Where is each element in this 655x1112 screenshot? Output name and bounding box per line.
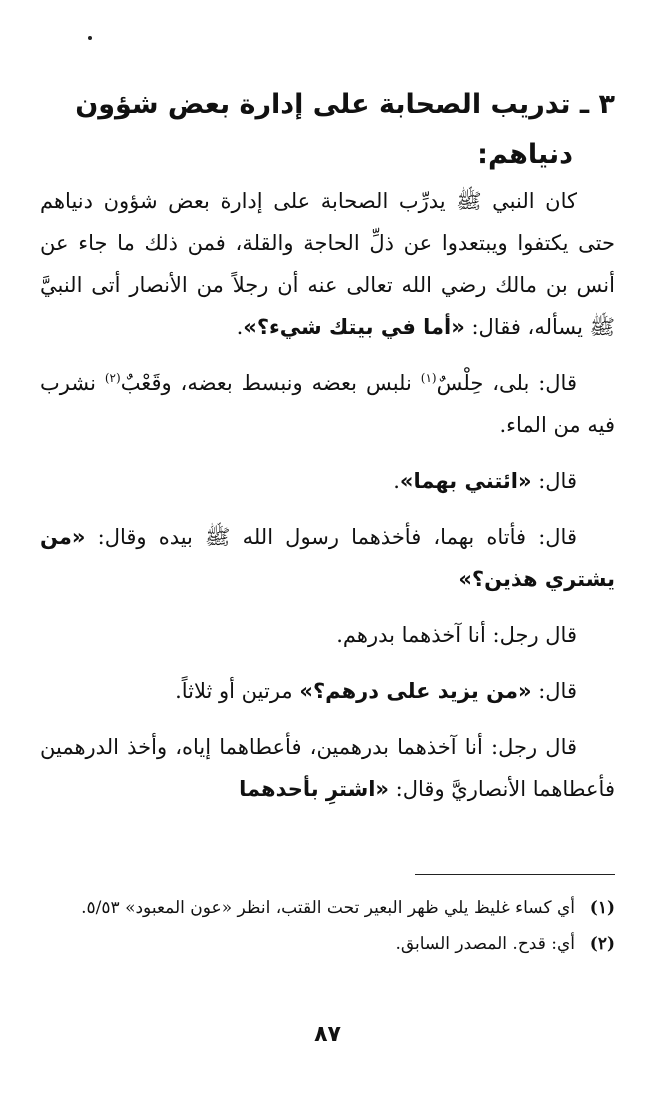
- footnote-2-number: (٢): [589, 934, 615, 954]
- paragraph-6-end: مرتين أو ثلاثاً.: [175, 679, 300, 703]
- paragraph-7-quote: «اشترِ بأحدهما: [239, 777, 389, 801]
- paragraph-3-a: قال:: [531, 469, 577, 493]
- footnote-1: [40, 892, 615, 924]
- paragraph-6-a: قال:: [531, 679, 577, 703]
- footnote-2: [40, 928, 615, 960]
- footnote-2-text: أي: قدح. المصدر السابق.: [395, 934, 575, 954]
- paragraph-6: [40, 670, 615, 712]
- heading-line-1: ٣ ـ تدريب الصحابة على إدارة بعض شؤون: [75, 89, 615, 120]
- heading-line-2: دنياهم:: [477, 139, 573, 170]
- paragraph-1-end: .: [236, 315, 244, 339]
- paragraph-2-c: نشرب فيه من الماء.: [40, 371, 615, 437]
- paragraph-7: [40, 726, 615, 810]
- paragraph-6-quote: «من يزيد على درهم؟»: [299, 679, 532, 703]
- paragraph-4-text: قال: فأتاه بهما، فأخذهما رسول الله ﷺ بيده وقال:: [85, 525, 577, 549]
- section-heading: [40, 80, 615, 180]
- paragraph-5: [40, 614, 615, 656]
- footnote-separator: [415, 874, 615, 875]
- paragraph-5-text: قال رجل: أنا آخذهما بدرهم.: [336, 623, 577, 647]
- paragraph-4-quote: «من يشتري هذين؟»: [40, 525, 615, 591]
- footnote-ref-2: (٢): [104, 371, 121, 385]
- paragraph-2: [40, 362, 615, 446]
- page-dot-mark: [88, 36, 92, 40]
- paragraph-2-b: نلبس بعضه ونبسط بعضه، وقَعْبٌ: [120, 371, 421, 395]
- book-page: [40, 0, 615, 1112]
- paragraph-2-a: قال: بلى، حِلْسٌ: [436, 371, 577, 395]
- footnotes: [40, 892, 615, 964]
- body-text: [40, 180, 615, 822]
- paragraph-3-quote: «ائتني بهما»: [399, 469, 532, 493]
- page-number: ٨٧: [314, 1022, 341, 1047]
- paragraph-1-text: كان النبي ﷺ يدرِّب الصحابة على إدارة بعض شؤون دنياهم حتى يكتفوا ويبتعدوا عن ذلِّ الحاجة والقلة، فمن ذلك ما جاء عن أنس بن مالك رضي الله تعالى عنه أن رجلاً من الأنصار أتى النبيَّ ﷺ يسأله، فقال:: [40, 189, 615, 339]
- paragraph-7-text: قال رجل: أنا آخذهما بدرهمين، فأعطاهما إياه، وأخذ الدرهمين فأعطاهما الأنصاريَّ وقال:: [40, 735, 615, 801]
- paragraph-3: [40, 460, 615, 502]
- footnote-1-text: أي كساء غليظ يلي ظهر البعير تحت القتب، انظر «عون المعبود» ٥/٥٣.: [81, 898, 575, 918]
- paragraph-4: [40, 516, 615, 600]
- paragraph-3-end: .: [393, 469, 400, 493]
- paragraph-1: [40, 180, 615, 348]
- footnote-1-number: (١): [589, 898, 615, 918]
- paragraph-1-quote: «أما في بيتك شيء؟»: [243, 315, 465, 339]
- footnote-ref-1: (١): [420, 371, 437, 385]
